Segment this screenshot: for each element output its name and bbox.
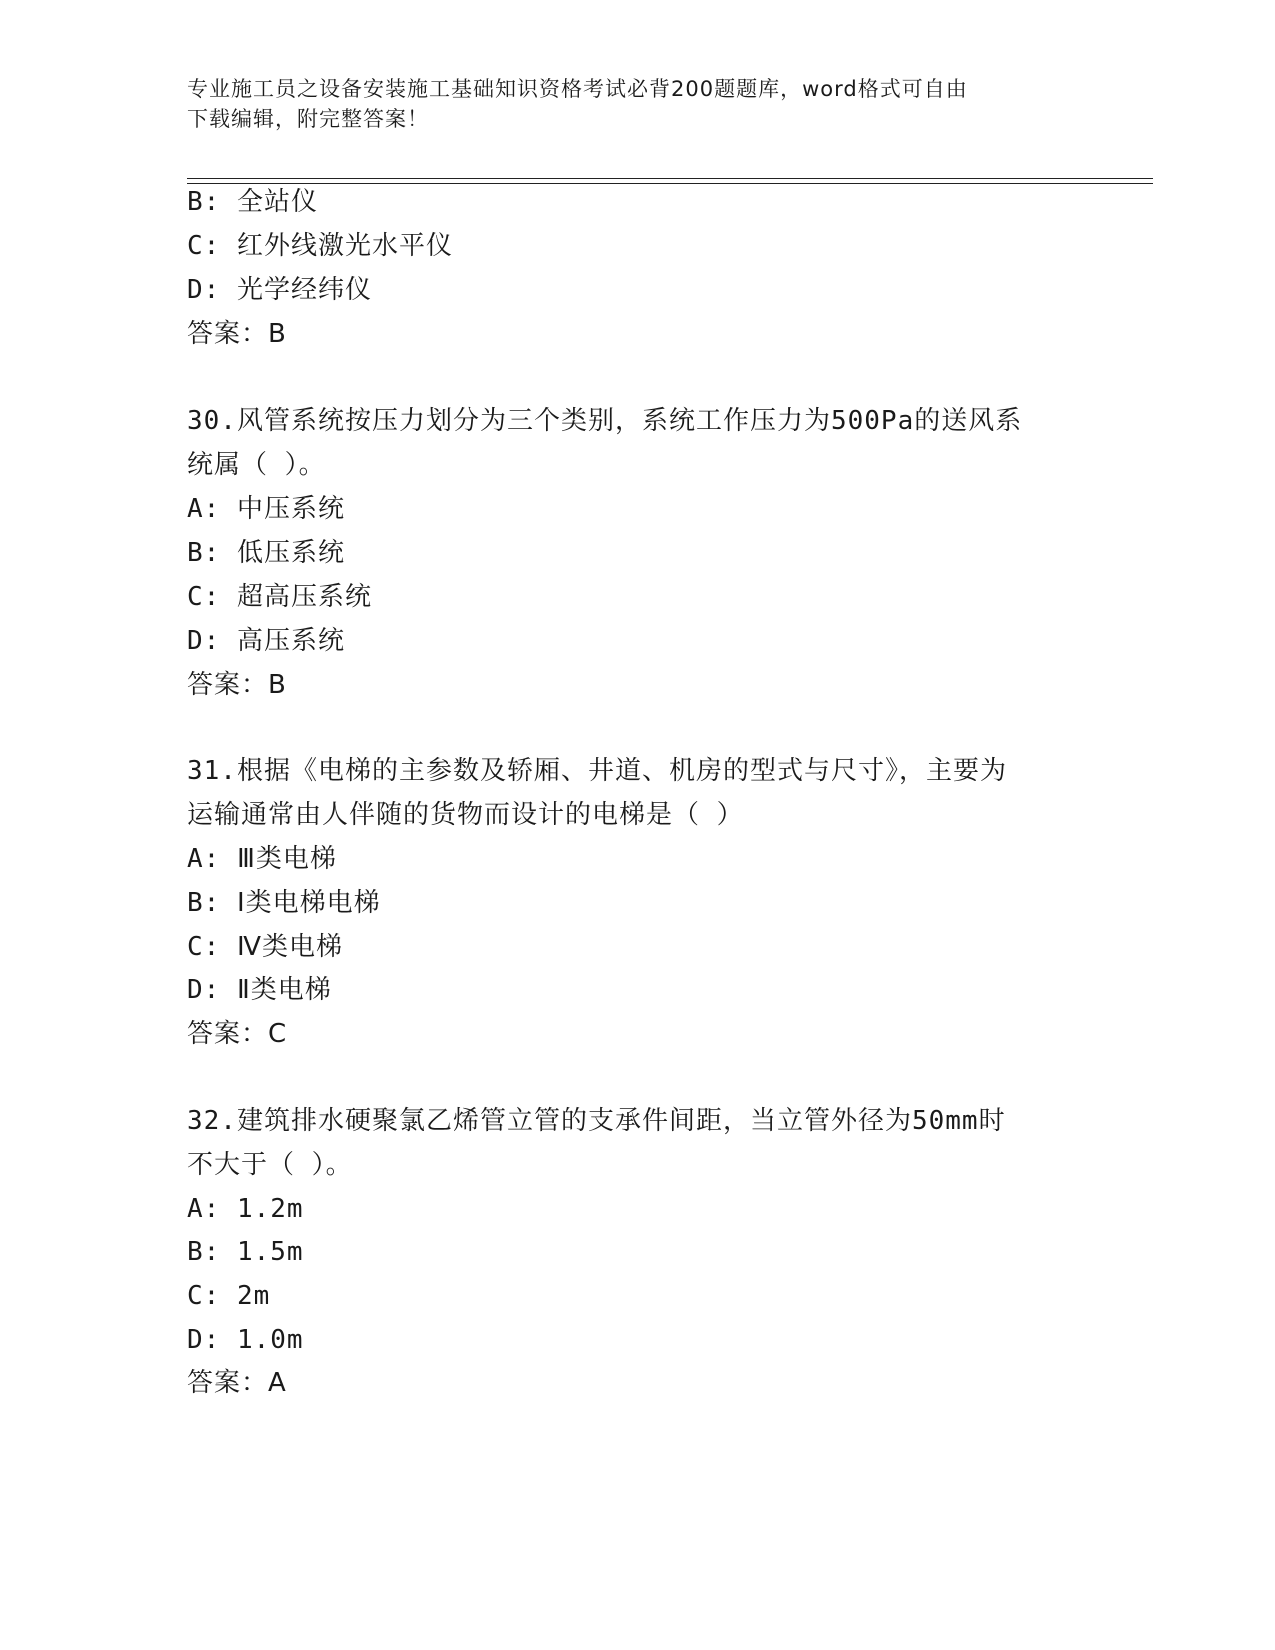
q32-option-d: D: 1.0m: [187, 1325, 304, 1355]
q31-option-b: B: Ⅰ类电梯电梯: [187, 888, 381, 918]
q30-option-c: C: 超高压系统: [187, 582, 372, 612]
q32-stem-line-2: 不大于（ ）。: [187, 1150, 353, 1180]
q30-stem-line-2: 统属（ ）。: [187, 450, 326, 480]
q31-option-c: C: Ⅳ类电梯: [187, 932, 343, 962]
q30-stem-line-1: 30.风管系统按压力划分为三个类别，系统工作压力为500Pa的送风系: [187, 406, 1023, 436]
q30-option-a: A: 中压系统: [187, 494, 345, 524]
q31-answer: 答案：C: [187, 1019, 288, 1049]
q30-option-d: D: 高压系统: [187, 626, 345, 656]
q32-option-b: B: 1.5m: [187, 1237, 304, 1267]
header-divider-top: [187, 178, 1153, 179]
q31-option-a: A: Ⅲ类电梯: [187, 844, 337, 874]
q32-stem-line-1: 32.建筑排水硬聚氯乙烯管立管的支承件间距，当立管外径为50mm时: [187, 1106, 1006, 1136]
header-title-line-1: 专业施工员之设备安装施工基础知识资格考试必背200题题库，word格式可自由: [187, 77, 968, 101]
document-header: [187, 74, 1087, 134]
header-title-line-2: 下载编辑，附完整答案！: [187, 107, 429, 131]
q30-option-b: B: 低压系统: [187, 538, 345, 568]
q29-option-c: C: 红外线激光水平仪: [187, 231, 453, 261]
q31-option-d: D: Ⅱ类电梯: [187, 975, 332, 1005]
q29-option-d: D: 光学经纬仪: [187, 275, 372, 305]
q32-answer: 答案：A: [187, 1368, 287, 1398]
q32-option-c: C: 2m: [187, 1281, 271, 1311]
q31-stem-line-2: 运输通常由人伴随的货物而设计的电梯是（ ）: [187, 800, 744, 830]
q32-option-a: A: 1.2m: [187, 1194, 304, 1224]
q29-option-b: B: 全站仪: [187, 187, 318, 217]
header-divider-bottom: [187, 183, 1153, 184]
q30-answer: 答案：B: [187, 670, 287, 700]
q31-stem-line-1: 31.根据《电梯的主参数及轿厢、井道、机房的型式与尺寸》，主要为: [187, 756, 1007, 786]
q29-answer: 答案：B: [187, 319, 287, 349]
